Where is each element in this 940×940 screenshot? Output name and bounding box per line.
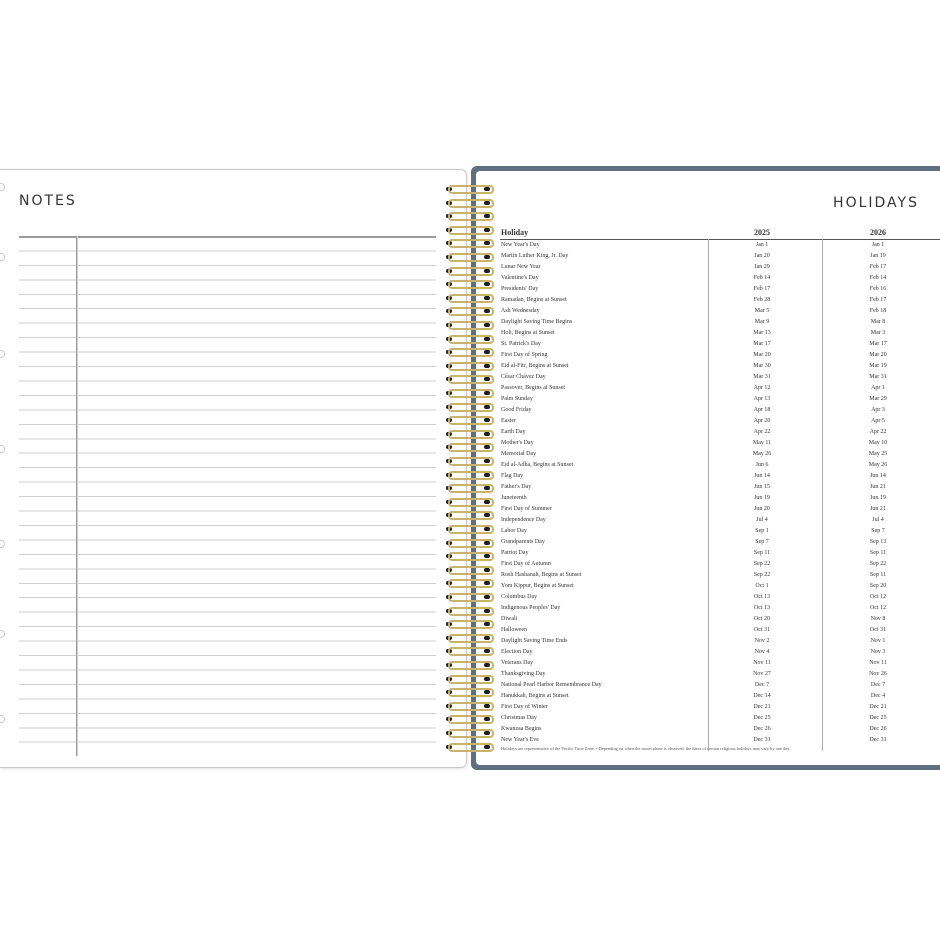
spiral-coil: [444, 182, 494, 195]
holiday-name: St. Patrick's Day: [501, 341, 541, 347]
holiday-name: Daylight Saving Time Begins: [501, 319, 573, 325]
date-2026: Mar 3: [870, 330, 886, 336]
table-row: [500, 339, 940, 350]
holiday-name: Kwanzaa Begins: [501, 726, 542, 732]
table-row: [500, 438, 940, 449]
date-2025: Mar 17: [753, 341, 771, 347]
spiral-coil: [444, 644, 494, 657]
date-2025: Mar 9: [754, 319, 770, 325]
date-2026: Nov 26: [869, 671, 887, 677]
date-2026: Dec 31: [869, 737, 887, 743]
holiday-name: Earth Day: [501, 429, 526, 435]
date-2025: Mar 31: [753, 374, 771, 380]
table-row: [500, 625, 940, 636]
table-row: [500, 262, 940, 273]
table-row: [500, 350, 940, 361]
date-2026: Dec 4: [870, 693, 886, 699]
spiral-coil: [444, 658, 494, 671]
date-2026: May 10: [868, 440, 888, 446]
date-2026: Dec 25: [869, 715, 887, 721]
table-row: [500, 581, 940, 592]
date-2025: Sep 1: [755, 528, 769, 534]
table-row: [500, 669, 940, 680]
date-2026: Oct 31: [869, 627, 887, 633]
table-row: [500, 702, 940, 713]
date-2026: Sep 11: [869, 550, 887, 556]
date-2025: Nov 27: [753, 671, 771, 677]
date-2025: Jun 14: [754, 473, 770, 479]
date-2025: Feb 28: [753, 297, 771, 303]
date-2026: Mar 29: [869, 396, 887, 402]
date-2025: Dec 25: [753, 715, 771, 721]
date-2026: Feb 18: [869, 308, 887, 314]
date-2025: Dec 31: [753, 737, 771, 743]
holiday-name: New Year's Eve: [501, 737, 539, 743]
binder-hole: [0, 350, 5, 358]
date-2026: Apr 3: [871, 407, 885, 413]
date-2026: Jan 1: [871, 242, 885, 248]
notes-title: NOTES: [19, 193, 77, 209]
table-row: [500, 603, 940, 614]
spiral-coil: [444, 400, 494, 413]
holiday-name: Election Day: [501, 649, 533, 655]
date-2025: Dec 14: [753, 693, 771, 699]
spiral-coil: [444, 440, 494, 453]
holiday-name: Halloween: [501, 627, 527, 633]
spiral-coil: [444, 685, 494, 698]
holiday-name: Ramadan, Begins at Sunset: [501, 297, 567, 303]
spiral-coil: [444, 699, 494, 712]
spiral-coil: [444, 576, 494, 589]
date-2025: Jan 20: [754, 253, 770, 259]
table-row: [500, 383, 940, 394]
date-2026: Sep 7: [871, 528, 885, 534]
table-row: [500, 460, 940, 471]
holiday-name: Passover, Begins at Sunset: [501, 385, 566, 391]
spiral-coil: [444, 277, 494, 290]
date-2026: Mar 31: [869, 374, 887, 380]
date-2025: Sep 22: [753, 561, 771, 567]
holiday-name: Ash Wednesday: [501, 308, 540, 314]
holiday-name: Veterans Day: [501, 660, 534, 666]
date-2026: Apr 22: [869, 429, 887, 435]
holiday-name: Columbus Day: [501, 594, 538, 600]
date-2026: Oct 12: [869, 605, 887, 611]
date-2025: Feb 17: [753, 286, 771, 292]
table-row: [500, 416, 940, 427]
spiral-coil: [444, 617, 494, 630]
date-2025: Nov 4: [754, 649, 770, 655]
spiral-coil: [444, 318, 494, 331]
date-2025: Nov 11: [753, 660, 771, 666]
holiday-name: Hanukkah, Begins at Sunset: [501, 693, 569, 699]
date-2025: Jun 20: [754, 506, 770, 512]
table-row: [500, 449, 940, 460]
binder-hole: [0, 253, 5, 261]
table-row: [500, 504, 940, 515]
holiday-name: First Day of Winter: [501, 704, 548, 710]
date-2025: Apr 22: [753, 429, 771, 435]
spiral-coil: [444, 726, 494, 739]
holiday-name: Holi, Begins at Sunset: [501, 330, 555, 336]
date-2025: Jan 29: [754, 264, 770, 270]
holidays-table: [500, 226, 940, 746]
table-row: [500, 735, 940, 746]
footnote: Holidays are representative of the Pacific Time Zone. • Depending on when the moon phase is observed, the dates of certain religious holidays may vary by one day.: [501, 746, 791, 751]
date-2025: Jan 1: [755, 242, 769, 248]
holiday-name: Grandparents Day: [501, 539, 545, 545]
spiral-coil: [444, 590, 494, 603]
date-2026: Jun 14: [870, 473, 886, 479]
date-2026: Jul 4: [872, 517, 884, 523]
date-2026: May 25: [868, 451, 888, 457]
date-2025: Nov 2: [754, 638, 770, 644]
date-2025: Oct 13: [753, 594, 771, 600]
date-2026: Apr 1: [871, 385, 885, 391]
date-2025: Dec 21: [753, 704, 771, 710]
holiday-name: César Chávez Day: [501, 374, 546, 380]
table-row: [500, 724, 940, 735]
holiday-name: Memorial Day: [501, 451, 537, 457]
holiday-name: National Pearl Harbor Remembrance Day: [501, 682, 602, 688]
date-2026: Mar 8: [870, 319, 886, 325]
date-2026: Apr 5: [871, 418, 885, 424]
table-row: [500, 647, 940, 658]
spiral-coil: [444, 536, 494, 549]
holidays-title: HOLIDAYS: [833, 195, 919, 211]
date-2025: Oct 1: [755, 583, 769, 589]
table-row: [500, 636, 940, 647]
date-2025: Apr 18: [753, 407, 771, 413]
notes-page: [0, 169, 467, 768]
holiday-name: Mother's Day: [501, 440, 534, 446]
spiral-coil: [444, 672, 494, 685]
holiday-name: Rosh Hashanah, Begins at Sunset: [501, 572, 582, 578]
date-2026: Jun 21: [870, 506, 886, 512]
table-row: [500, 240, 940, 251]
holiday-name: Eid al-Adha, Begins at Sunset: [501, 462, 574, 468]
column-header-2025: 2025: [754, 228, 770, 237]
spiral-coil: [444, 522, 494, 535]
date-2025: Sep 7: [755, 539, 769, 545]
holiday-name: First Day of Summer: [501, 506, 552, 512]
spiral-coil: [444, 454, 494, 467]
date-2025: Sep 11: [753, 550, 771, 556]
holiday-name: Eid al-Fitr, Begins at Sunset: [501, 363, 569, 369]
holiday-name: Patriot Day: [501, 550, 529, 556]
table-row: [500, 691, 940, 702]
date-2026: Feb 16: [869, 286, 887, 292]
table-row: [500, 493, 940, 504]
spiral-coil: [444, 209, 494, 222]
table-row: [500, 570, 940, 581]
spiral-coil: [444, 304, 494, 317]
table-row: [500, 658, 940, 669]
date-2026: Dec 26: [869, 726, 887, 732]
holiday-name: Easter: [501, 418, 516, 424]
holiday-name: Indigenous Peoples' Day: [501, 605, 561, 611]
binder-hole: [0, 715, 5, 723]
date-2026: May 26: [868, 462, 888, 468]
binder-hole: [0, 540, 5, 548]
date-2026: Nov 11: [869, 660, 887, 666]
holiday-name: Christmas Day: [501, 715, 537, 721]
table-row: [500, 306, 940, 317]
holiday-name: Daylight Saving Time Ends: [501, 638, 568, 644]
date-2025: Jun 15: [754, 484, 770, 490]
holiday-name: First Day of Autumn: [501, 561, 551, 567]
spiral-coil: [444, 712, 494, 725]
spiral-coil: [444, 604, 494, 617]
table-row: [500, 592, 940, 603]
date-2025: Apr 20: [753, 418, 771, 424]
date-2025: Apr 12: [753, 385, 771, 391]
spiral-coil: [444, 196, 494, 209]
date-2026: Feb 17: [869, 297, 887, 303]
table-row: [500, 680, 940, 691]
holiday-name: Thanksgiving Day: [501, 671, 546, 677]
table-row: [500, 427, 940, 438]
table-row: [500, 328, 940, 339]
spiral-coil: [444, 359, 494, 372]
spiral-coil: [444, 250, 494, 263]
spiral-coil: [444, 386, 494, 399]
holiday-name: Diwali: [501, 616, 518, 622]
binder-hole: [0, 630, 5, 638]
table-row: [500, 295, 940, 306]
date-2025: Apr 13: [753, 396, 771, 402]
table-row: [500, 559, 940, 570]
table-row: [500, 361, 940, 372]
table-row: [500, 526, 940, 537]
holiday-name: Lunar New Year: [501, 264, 541, 270]
table-row: [500, 394, 940, 405]
spiral-coil: [444, 345, 494, 358]
date-2026: Nov 1: [870, 638, 886, 644]
date-2026: Sep 22: [869, 561, 887, 567]
date-2026: Jun 21: [870, 484, 886, 490]
date-2026: Sep 11: [869, 572, 887, 578]
spiral-coil: [444, 495, 494, 508]
table-row: [500, 515, 940, 526]
spiral-coil: [444, 508, 494, 521]
holiday-name: Independence Day: [501, 517, 546, 523]
date-2026: Oct 12: [869, 594, 887, 600]
notes-margin-line-inner: [77, 236, 78, 756]
table-row: [500, 482, 940, 493]
date-2025: Jul 4: [756, 517, 768, 523]
spiral-coil: [444, 549, 494, 562]
spiral-coil: [444, 223, 494, 236]
table-row: [500, 713, 940, 724]
holiday-name: Flag Day: [501, 473, 524, 479]
date-2026: Feb 17: [869, 264, 887, 270]
spiral-coil: [444, 468, 494, 481]
date-2025: May 11: [752, 440, 772, 446]
open-planner: [0, 166, 940, 771]
table-row: [500, 537, 940, 548]
ruled-lines: [19, 236, 436, 756]
date-2026: Mar 19: [869, 363, 887, 369]
table-row: [500, 405, 940, 416]
table-row: [500, 548, 940, 559]
table-row: [500, 273, 940, 284]
spiral-coil: [444, 372, 494, 385]
table-row: [500, 251, 940, 262]
spiral-coil: [444, 481, 494, 494]
date-2025: May 26: [752, 451, 772, 457]
table-row: [500, 284, 940, 295]
date-2025: Mar 30: [753, 363, 771, 369]
date-2025: Jun 19: [754, 495, 770, 501]
date-2026: Nov 8: [870, 616, 886, 622]
date-2026: Dec 21: [869, 704, 887, 710]
holiday-name: Valentine's Day: [501, 275, 539, 281]
holiday-name: Presidents' Day: [501, 286, 539, 292]
holiday-name: Father's Day: [501, 484, 532, 490]
date-2026: Sep 20: [869, 583, 887, 589]
date-2026: Mar 20: [869, 352, 887, 358]
date-2025: Feb 14: [753, 275, 771, 281]
date-2026: Feb 14: [869, 275, 887, 281]
column-header-2026: 2026: [870, 228, 886, 237]
date-2025: Sep 22: [753, 572, 771, 578]
date-2026: Jun 19: [870, 495, 886, 501]
date-2025: Mar 13: [753, 330, 771, 336]
date-2025: Dec 7: [754, 682, 770, 688]
table-row: [500, 317, 940, 328]
holiday-name: First Day of Spring: [501, 352, 548, 358]
table-row: [500, 471, 940, 482]
spiral-coil: [444, 740, 494, 753]
spiral-coil: [444, 236, 494, 249]
date-2025: Mar 5: [754, 308, 770, 314]
date-2025: Mar 20: [753, 352, 771, 358]
spiral-coil: [444, 427, 494, 440]
spiral-binding: [444, 182, 494, 762]
holiday-name: Martin Luther King, Jr. Day: [501, 253, 569, 259]
spiral-coil: [444, 291, 494, 304]
spiral-coil: [444, 413, 494, 426]
table-row: [500, 372, 940, 383]
notes-top-rule: [19, 236, 436, 238]
date-2026: Mar 17: [869, 341, 887, 347]
spiral-coil: [444, 563, 494, 576]
date-2026: Sep 13: [869, 539, 887, 545]
holiday-name: Palm Sunday: [501, 396, 533, 402]
date-2025: Oct 20: [753, 616, 771, 622]
table-row: [500, 614, 940, 625]
table-body: [500, 240, 940, 746]
date-2026: Dec 7: [870, 682, 886, 688]
date-2025: Jun 6: [755, 462, 769, 468]
holiday-name: Yom Kippur, Begins at Sunset: [501, 583, 574, 589]
date-2026: Jan 19: [870, 253, 886, 259]
binder-hole: [0, 445, 5, 453]
spiral-coil: [444, 631, 494, 644]
spiral-coil: [444, 332, 494, 345]
date-2025: Oct 31: [753, 627, 771, 633]
holiday-name: New Year's Day: [501, 242, 540, 248]
date-2026: Nov 3: [870, 649, 886, 655]
holiday-name: Juneteenth: [501, 495, 527, 501]
binder-hole: [0, 183, 5, 191]
column-header-holiday: Holiday: [501, 228, 529, 237]
date-2025: Oct 13: [753, 605, 771, 611]
holiday-name: Labor Day: [501, 528, 527, 534]
holidays-page: [476, 171, 940, 765]
date-2025: Dec 26: [753, 726, 771, 732]
holiday-name: Good Friday: [501, 407, 532, 413]
table-header: [500, 226, 940, 240]
spiral-coil: [444, 264, 494, 277]
